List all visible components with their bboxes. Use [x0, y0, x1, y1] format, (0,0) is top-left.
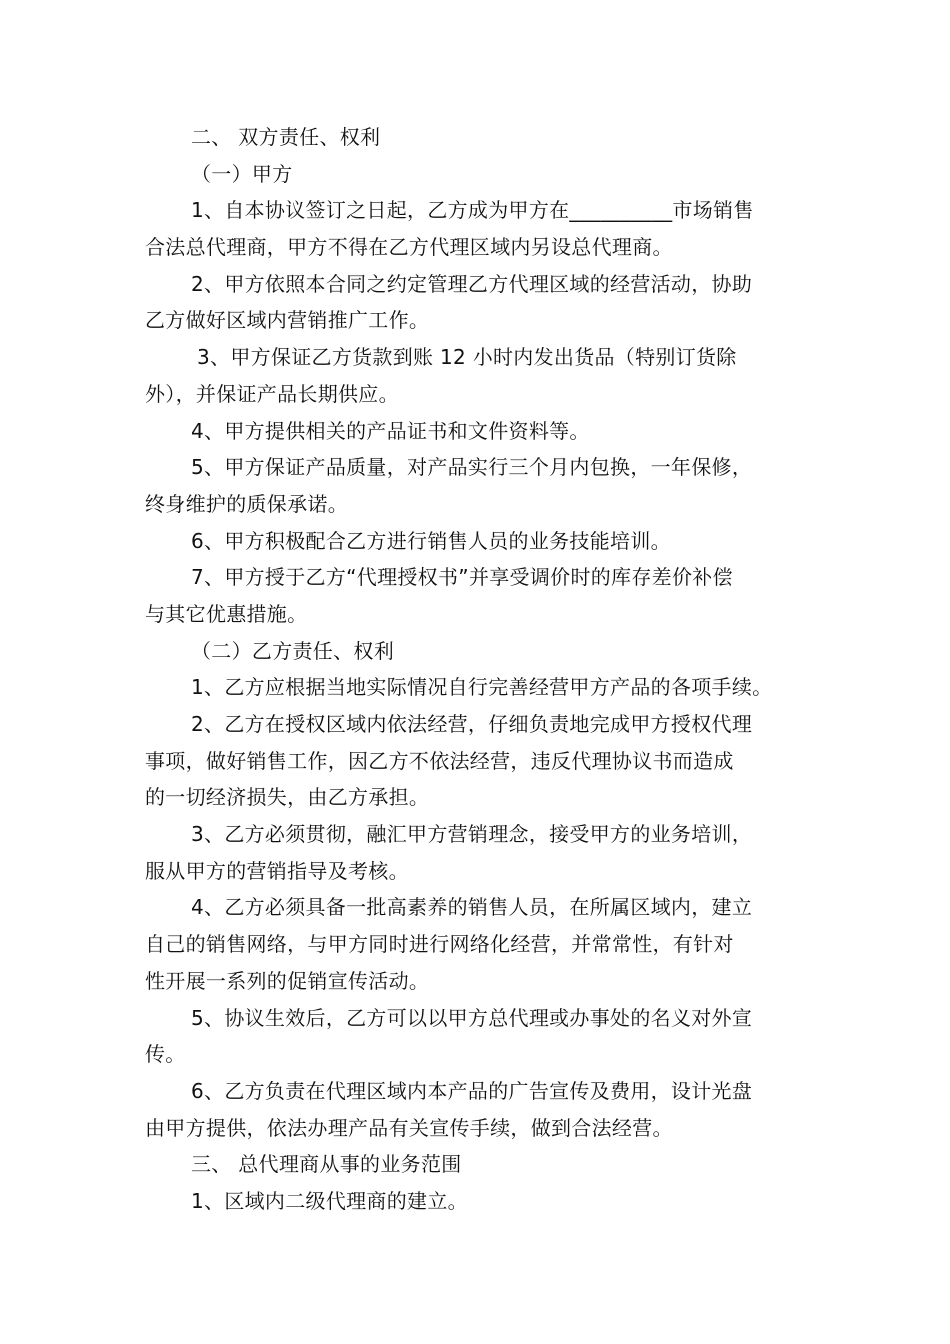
text-line: 3、乙方必须贯彻，融汇甲方营销理念，接受甲方的业务培训， [191, 822, 753, 847]
text-line: 性开展一系列的促销宣传活动。 [145, 968, 430, 993]
text-line: 的一切经济损失，由乙方承担。 [145, 785, 430, 810]
text-line: 5、甲方保证产品质量，对产品实行三个月内包换，一年保修， [191, 455, 753, 480]
document-body [145, 119, 815, 1220]
text-line: 传。 [145, 1042, 186, 1067]
text-line: 2、乙方在授权区域内依法经营，仔细负责地完成甲方授权代理 [191, 712, 753, 736]
text-line: 3、甲方保证乙方货款到账 12 小时内发出货品（特别订货除 [197, 345, 737, 370]
text-line: 7、甲方授于乙方“代理授权书”并享受调价时的库存差价补偿 [191, 565, 733, 590]
text-line: 与其它优惠措施。 [145, 601, 308, 626]
text-line: 外），并保证产品长期供应。 [145, 381, 399, 406]
text-line: 5、协议生效后，乙方可以以甲方总代理或办事处的名义对外宣 [191, 1005, 753, 1030]
text-line: 1、自本协议签订之日起，乙方成为甲方在__________市场销售 [191, 198, 754, 223]
text-line: 4、乙方必须具备一批高素养的销售人员，在所属区域内，建立 [191, 895, 753, 920]
text-line: 6、甲方积极配合乙方进行销售人员的业务技能培训。 [191, 528, 671, 553]
text-line: （一）甲方 [191, 161, 293, 186]
text-line: 合法总代理商，甲方不得在乙方代理区域内另设总代理商。 [145, 235, 673, 260]
text-line: 事项，做好销售工作，因乙方不依法经营，违反代理协议书而造成 [145, 748, 734, 773]
text-line: 乙方做好区域内营销推广工作。 [145, 308, 430, 333]
text-line: 自己的销售网络，与甲方同时进行网络化经营，并常常性，有针对 [145, 932, 734, 957]
text-line: 2、甲方依照本合同之约定管理乙方代理区域的经营活动，协助 [191, 271, 753, 296]
text-line: 4、甲方提供相关的产品证书和文件资料等。 [191, 418, 590, 443]
text-line: 6、乙方负责在代理区域内本产品的广告宣传及费用，设计光盘 [191, 1078, 753, 1103]
text-line: 二、 双方责任、权利 [191, 125, 381, 149]
text-line: 由甲方提供，依法办理产品有关宣传手续，做到合法经营。 [145, 1115, 673, 1140]
text-line: 1、乙方应根据当地实际情况自行完善经营甲方产品的各项手续。 [191, 675, 773, 700]
text-line: 1、区域内二级代理商的建立。 [191, 1188, 468, 1213]
text-line: 服从甲方的营销指导及考核。 [145, 858, 409, 883]
text-line: 三、 总代理商从事的业务范围 [191, 1152, 462, 1177]
text-line: （二）乙方责任、权利 [191, 638, 394, 663]
text-line: 终身维护的质保承诺。 [145, 491, 348, 516]
